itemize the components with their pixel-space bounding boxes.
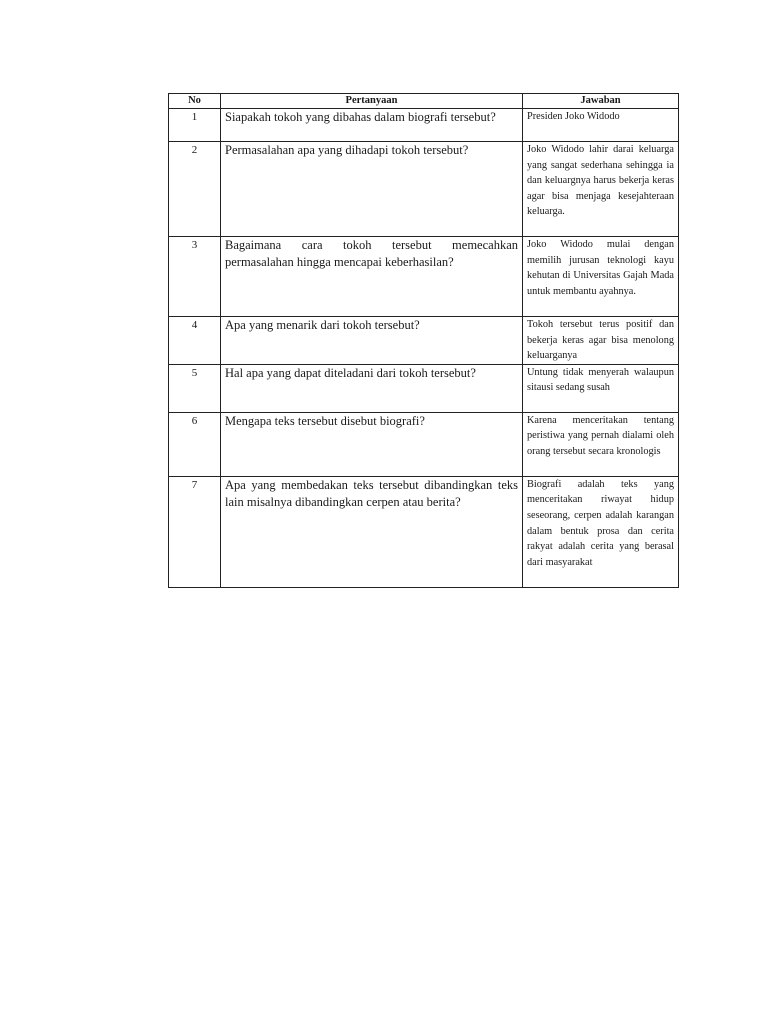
- answer-cell: Presiden Joko Widodo: [523, 109, 679, 142]
- row-number: 6: [169, 412, 221, 476]
- table-row: [169, 237, 679, 317]
- table-header: [169, 94, 679, 109]
- question-cell: Bagaimana cara tokoh tersebut memecahkan permasalahan hingga mencapai keberhasilan?: [221, 237, 523, 317]
- answer-cell: Untung tidak menyerah walaupun sitausi sedang susah: [523, 364, 679, 412]
- answer-cell: Joko Widodo lahir darai keluarga yang sangat sederhana sehingga ia dan keluargnya harus bekerja keras agar bisa menjaga kesejahteraan keluarga.: [523, 142, 679, 237]
- question-cell: Permasalahan apa yang dihadapi tokoh tersebut?: [221, 142, 523, 237]
- header-no: No: [169, 94, 221, 109]
- answer-cell: Biografi adalah teks yang menceritakan riwayat hidup seseorang, cerpen adalah karangan dalam bentuk prosa dan cerita rakyat adalah cerita yang berasal dari masyarakat: [523, 476, 679, 587]
- question-cell: Hal apa yang dapat diteladani dari tokoh tersebut?: [221, 364, 523, 412]
- question-cell: Apa yang membedakan teks tersebut dibandingkan teks lain misalnya dibandingkan cerpen atau berita?: [221, 476, 523, 587]
- table-row: [169, 364, 679, 412]
- row-number: 1: [169, 109, 221, 142]
- row-number: 7: [169, 476, 221, 587]
- table-row: [169, 109, 679, 142]
- qa-table: [168, 93, 679, 588]
- table-row: [169, 476, 679, 587]
- header-row: [169, 94, 679, 109]
- table-row: [169, 412, 679, 476]
- table-body: [169, 109, 679, 588]
- answer-cell: Tokoh tersebut terus positif dan bekerja keras agar bisa menolong keluarganya: [523, 317, 679, 365]
- answer-cell: Joko Widodo mulai dengan memilih jurusan teknologi kayu kehutan di Universitas Gajah Mada untuk membantu ayahnya.: [523, 237, 679, 317]
- header-answer: Jawaban: [523, 94, 679, 109]
- row-number: 5: [169, 364, 221, 412]
- row-number: 3: [169, 237, 221, 317]
- row-number: 2: [169, 142, 221, 237]
- table-row: [169, 317, 679, 365]
- row-number: 4: [169, 317, 221, 365]
- question-cell: Apa yang menarik dari tokoh tersebut?: [221, 317, 523, 365]
- answer-cell: Karena menceritakan tentang peristiwa yang pernah dialami oleh orang tersebut secara kronologis: [523, 412, 679, 476]
- table-row: [169, 142, 679, 237]
- question-cell: Mengapa teks tersebut disebut biografi?: [221, 412, 523, 476]
- question-cell: Siapakah tokoh yang dibahas dalam biografi tersebut?: [221, 109, 523, 142]
- header-question: Pertanyaan: [221, 94, 523, 109]
